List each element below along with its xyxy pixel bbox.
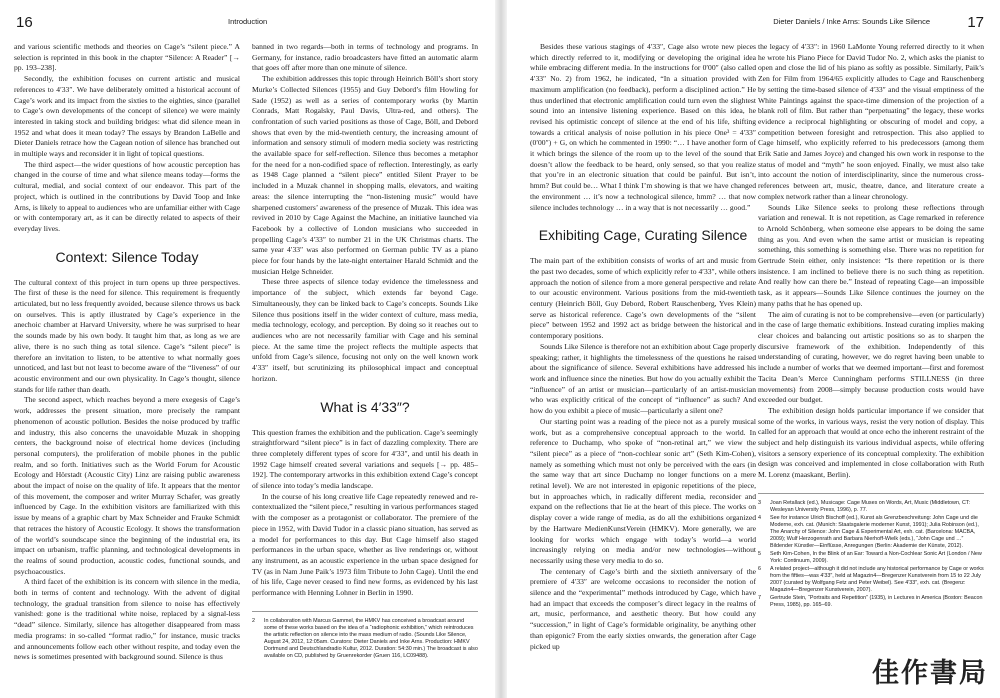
footnote-text: A related project—although it did not include any historical performance by Cage or works from the fifties—was 4′33″, held at Magazin4—Bregenzer Kunstverein from 15 to 22 July 2007 (curated by Wolfgang Fetz and Peter Weibel). See 4′33″, exh. cat. (Bregenz: Magazin4—Bregenzer Kunstverein, 2007). — [770, 565, 984, 593]
section-heading: Exhibiting Cage, Curating Silence — [538, 227, 748, 244]
footnote-number: 4 — [758, 514, 761, 521]
footnote-text: In collaboration with Marcus Gammel, the HMKV has conceived a broadcast around some of these works based on the idea of a “radiophonic exhibition,” which reintroduces the artistic reflection on silence into the mass medium of radio. (Sounds Like Silence, August 24, 2012, 12:05am. Curators: Dieter Daniels and Inke Arns. Production: HMKV Dortmund and Deutschlandradio Kultur, 2012. Duration: 54:30 min.) The broadcast is also available on CD, published by Gruenrekorder (Gruen 116, LC09488). — [264, 617, 478, 659]
paragraph: banned in two regards—both in terms of technology and programs. In Germany, for instance, radio broadcasters have fitted an automatic alarm that goes off after more than one minute of silence. — [252, 42, 478, 73]
page-number: 16 — [16, 14, 33, 31]
paragraph: The exhibition design holds particular importance if we consider that some of the works, in various ways, resist the very notion of display. This called for an approach that would at once echo the inherent restraint of the subject and help distinguish its various individual aspects, while offering visitors a sensory experience of its conceptual complexity. The exhibition design was conceived and implemented in close collaboration with Ruth M. Lorenz (maaskant, Berlin). — [758, 405, 984, 480]
paragraph: Our starting point was a reading of the piece not as a purely musical work, but as a comprehensive conceptual approach to the world. In reference to Duchamp, who spoke of “non-retinal art,” we view the “silent piece” as a piece of “non-cochlear sonic art” (Seth Kim-Cohen), namely as something which must not only be perceived with the ears (in the same way that art since Duchamp no longer functions on a mere retinal level). We are not interested in epigonic repetitions of the piece, but in approaches which, in radically different media, reconsider and expand on the reflections that lie at the heart of this piece. The works on display cover a wide range of media, as do all the exhibitions organized by the Hartware MedienKunstVerein (HMKV). More generally, we are looking for works which engage with today’s world—a world increasingly relying on media and/or new technologies—without necessarily using these very media to do so. — [530, 416, 756, 565]
section-heading: Context: Silence Today — [55, 248, 199, 265]
footnote — [758, 515, 984, 550]
running-head: Introduction — [228, 17, 268, 26]
paragraph: The exhibition addresses this topic through Heinrich Böll’s short story Murke’s Collected Silences (1955) and Guy Debord’s film Howling for Sade (1952) as well as a series of contemporary works (by Martin Conrads, Matt Rogalsky, Paul Davis, Ultra-red, and others). The confrontation of such varied positions as those of Cage, Böll, and Debord shows that even by the mid-twentieth century, the increasing amount of information and sensory stimuli of modern media society was restricting the available space for self-reflection. Silence thus becomes a metaphor for the need for a non-codified space of reflection. Interestingly, as early as 1948 Cage planned a “silent piece” entitled Silent Prayer to be included in a Muzak channel in shopping malls, elevators, and waiting areas: the silence interrupting the “non-listening music” would have sharpened customers’ awareness of the presence of Muzak. This idea was revived in 2010 by Cage Against the Machine, an initiative launched via Facebook by a collective of London musicians who succeeded in propelling Cage’s 4′33″ to number 21 in the UK Christmas charts. The same year 4′33″ was also performed on German public TV as a piano piece for four hands by the late-night entertainer Harald Schmidt and the musician Helge Schneider. — [252, 74, 478, 276]
text-column — [530, 42, 756, 652]
paragraph: This question frames the exhibition and the publication. Cage’s seemingly straightforward “silent piece” is in fact of dazzling complexity. There are three completely different types of score for 4′33″, and until his death in 1992 Cage himself created several variations and sequels [→ pp. 485–192]. The contemporary artworks in this exhibition extend Cage’s concept of silence into today’s media landscape. — [252, 427, 478, 491]
watermark-logo: 佳作書局 — [872, 658, 988, 689]
text-column — [758, 42, 984, 610]
paragraph: A third facet of the exhibition is its concern with silence in the media, both in terms of content and technology. With the advent of digital technology, the gradual transition from silence to noise has effectively vanished: gone is the traditional white noise, replaced by a signal-less “dead” silence. Similarly, silence has altogether disappeared from mass media programs: in so-called “format radio,” for instance, music tracks and announcements follow each other without respite, and today even the news is sometimes presented with background sound. Silence is thus — [14, 577, 240, 662]
left-page — [14, 0, 494, 698]
footnote-text: Gertrude Stein, “Portraits and Repetition” (1935), in Lectures in America (Boston: Beacon Press, 1985), pp. 165–69. — [770, 594, 983, 608]
section-heading: What is 4′33″? — [320, 398, 410, 415]
paragraph: Sounds Like Silence seeks to prolong these reflections through variation and renewal. It is not repetition, as Cage remarked in reference to Arnold Schönberg, when someone else appears to be doing the same thing as you. And even when the same artist or musician is repeating something, this something is something else. There was no repetition for Gertrude Stein either, only insistence: “Is there repetition or is there insistence. I am inclined to believe there is no such thing as repetition. And really how can there be.” Instead of repeating Cage—an impossible task, as it appears—Sounds Like Silence continues the journey on the many paths that he has opened up. — [758, 202, 984, 308]
paragraph: Secondly, the exhibition focuses on current artistic and musical references to 4′33″. We have deliberately omitted a historical account of Cage’s work and its impact from the sixties to the eighties, since (parallel to Cage’s own developments of the concept of silence) we were mainly interested in taking stock and building bridges: what did silence mean in 1952 and what does it mean today? The essays by Brandon LaBelle and Dieter Daniels retrace how the Cagean notion of silence has branched out in multiple ways and reconsider it in light of topical questions. — [14, 74, 240, 159]
paragraph: These three aspects of silence today evidence the timelessness and importance of the subject, which extends far beyond Cage. Simultaneously, they can be linked back to Cage’s concepts. Sounds Like Silence thus positions itself in the wider context of culture, mass media, media technology, ecology, and perception. By doing so it reaches out to audiences who are not necessarily familiar with Cage and his seminal piece. At the same time the project reflects the multiple aspects that unfold from Cage’s silence, focusing not only on the well known work 4′33″ itself, but scrutinizing its philosophical impact and conceptual horizon. — [252, 277, 478, 383]
footnote-text: Joan Retallack (ed.), Musicage: Cage Muses on Words, Art, Music (Middletown, CT: Wesleyan University Press, 1996), p. 77. — [770, 499, 971, 513]
footnotes — [758, 493, 984, 609]
paragraph: The third aspect—the wider questions of how acoustic perception has changed in the course of time and what silence means today—forms the cultural, medial, and social context of our endeavor. This part of the project, which is outlined in the contributions by David Toop and Inke Arns, is likely to appeal to audiences who are unfamiliar either with Cage or with contemporary art, as it can be directly related to aspects of their everyday lives. — [14, 159, 240, 233]
footnote-number: 7 — [758, 594, 761, 601]
footnote-text: Seth Kim-Cohen, In the Blink of an Ear: Toward a Non-Cochlear Sonic Art (London / New York: Continuum, 2009). — [770, 550, 982, 564]
footnote — [252, 618, 478, 660]
paragraph: The second aspect, which reaches beyond a mere exegesis of Cage’s work, addresses the present situation, more precisely the rampant phenomenon of acoustic pollution. Besides the noise produced by traffic and industry, this also concerns the unavoidable Muzak in shopping centers, the background noise of electrical home devices (including personal computers), the proliferation of mobile phones in the public realm, and so forth. Initiatives such as the World Forum for Acoustic Ecology and Hörstadt (Acoustic City) Linz are raising public awareness about the impact of noise on the quality of life. It appears that the mentor of this movement, the composer and writer Murray Schafer, was greatly influenced by Cage. In the exhibition visitors are familiarized with this issue by means of a graphic chart by Max Schneider and Frauke Schmidt that retraces the history of Acoustic Ecology. It shows the transformation of the world’s soundscape since the beginning of the industrial era, its impact on urbanism, traffic planning, and technological developments in the realms of sound production, acoustic codes, functional sounds, and psychoacoustics. — [14, 395, 240, 576]
paragraph: In the course of his long creative life Cage repeatedly renewed and re-contextualized the “silent piece,” resulting in various performances staged with the composer as a protagonist or collaborator. The premiere of the piece in 1952, with David Tudor in a classic piano situation, has served as a model for performances to this day. But Cage himself also staged performances in the urban space, whether as live renderings or, without any instrument, as an acoustic experience in the urban space designed for TV (as in Nam June Paik’s 1973 film Tribute to John Cage). Until the end of his life, Cage never ceased to find new forms, as evidenced by his last performance with Henning Lohner in Berlin in 1990. — [252, 491, 478, 598]
footnote — [758, 551, 984, 565]
footnote-number: 6 — [758, 565, 761, 572]
footnotes — [252, 611, 478, 660]
paragraph: The centenary of Cage’s birth and the sixtieth anniversary of the premiere of 4′33″ are welcome occasions to reconsider the notion of silence and the “experimental” methods introduced by Cage, which have had an impact that exceeds the composer’s direct legacy in the realms of art, music, performance, and aesthetic theory. But how could any “succession,” in light of Cage’s formidable originality, be anything other than epigonic? From the early sixties onwards, the generation after Cage picked up — [530, 566, 756, 651]
paragraph: The cultural context of this project in turn opens up three perspectives. The first of these is the need for silence. This requirement is frequently articulated, but no less frequently avoided, because silence throws us back on ourselves. This is aptly illustrated by Cage’s experience in the anechoic chamber at Harvard University, where he was surprised to hear the sounds made by his own body. It taught him that, as long as we are alive, there is no such thing as total silence. Cage’s “silent piece” is therefore an invitation to listen, to be attentive to what normally goes unnoticed, and last but not least to become aware of the “liveness” of our acoustic environment and our own physicality. In Cage’s thought, silence stands for life rather than death. — [14, 277, 240, 394]
paragraph: The aim of curating is not to be comprehensive—even (or particularly) in the case of large thematic exhibitions. Instead curating implies making clear choices and balancing out artistic positions so as to sharpen the discursive framework of the exhibition. Independently of this understanding of curating, however, we do regret having been unable to include a number of works that we deemed important—first and foremost Tacita Dean’s Merce Cunningham performs STILLNESS (in three movements) from 2008—simply because production costs would have exceeded our budget. — [758, 309, 984, 405]
text-column — [14, 42, 240, 663]
footnote-number: 5 — [758, 550, 761, 557]
footnote — [758, 500, 984, 514]
footnote — [758, 595, 984, 609]
book-gutter — [495, 0, 507, 698]
right-page — [510, 0, 990, 698]
footnote-number: 3 — [758, 499, 761, 506]
paragraph: and various scientific methods and theories on Cage’s “silent piece.” A selection is reprinted in this book in the chapter “Silence: A Reader” [→ pp. 193–238]. — [14, 42, 240, 73]
page-number: 17 — [967, 14, 984, 31]
running-head: Dieter Daniels / Inke Arns: Sounds Like Silence — [773, 17, 930, 26]
paragraph: The main part of the exhibition consists of works of art and music from the past two decades, some of which explicitly refer to 4′33″, while others approach the notion of silence from a more general perspective and relate to our acoustic environment. Various positions from the mid-twentieth century (Heinrich Böll, Guy Debord, Robert Rauschenberg, Yves Klein) serve as historical reference. Cage’s own developments of the “silent piece” between 1952 and 1992 act as bridge between the historical and contemporary positions. — [530, 256, 756, 341]
paragraph: the legacy of 4′33″: in 1960 LaMonte Young referred directly to it when he wrote his Piano Piece for David Tudor No. 2, which asks the pianist to open and close the lid of his piano as softly as possible. Similarly, Paik’s Zen for Film from 1964/65 explicitly alludes to Cage and Rauschenberg by setting the time-based silence of 4′33″ and the visual emptiness of the White Paintings against the space-time dimension of the projection of a blank roll of film. But rather than “perpetuating” the legacy, these works evidence a reciprocal highlighting or obscuring of model and copy, a competition between foresight and retrospection. This also applied to Cage himself, who explicitly referred to his predecessors (among them Erik Satie and James Joyce) and changed his own work in response to the status of model and “myth” he soon enjoyed. Finally, we must also take into account the notion of interdisciplinarity, since the numerous cross-references between art, music, theatre, dance, and literature create a complex network rather than a linear chronology. — [758, 42, 984, 201]
text-column — [252, 42, 478, 661]
footnote — [758, 566, 984, 594]
paragraph: Besides these various stagings of 4′33″, Cage also wrote new pieces which directly referred to it, modifying or developing the original idea while embracing different media. In the instructions for 0′00″ (also called 4′33″ No. 2) from 1962, he indicated, “In a situation provided with maximum amplification (no feedback), perform a disciplined action.” He thus underlined that electronic amplification could turn even the slightest sound into an intensive listening experience. Based on this idea, he revised his optimistic concept of silence at the end of his life, shifting towards a critical analysis of noise pollution in his piece One³ = 4′33″ (0′00″) + G, on which he commented in 1990: “… I have another form of it which brings the silence of the room up to the level of the sound that doesn’t allow the feedback to be heard, only sensed, so that you realize that you’re in an electronic situation that could be painful. But isn’t, hmm? But could be… What I think I’m showing is that we have changed the environment … it’s now a technological silence, hmm? … that now silence includes technology … in a way that is not necessarily … good.” — [530, 42, 756, 212]
paragraph: Sounds Like Silence is therefore not an exhibition about Cage properly speaking; rather, it highlights the timelessness of the questions he raised about the significance of silence. Several exhibitions have addressed his work and influence since the nineties. But how do you actually exhibit the “influence” of an artist or musician—particularly of an artist-musician who was explicitly critical of the concept of “influence” as such? And how do you exhibit a piece of music—particularly a silent one? — [530, 341, 756, 416]
footnote-number: 2 — [252, 617, 255, 624]
footnote-text: See for instance Ulrich Bischoff (ed.), Kunst als Grenzbeschreitung: John Cage und die Moderne, exh. cat. (Munich: Staatsgalerie moderner Kunst, 1991); Julia Robinson (ed.), The Anarchy of Silence: John Cage & Experimental Art, exh. cat. (Barcelona: MACBA, 2009); Wulf Herzogenrath and Barbara Nierhoff-Wielk (eds.), “John Cage und …” Bildender Künstler—Einflüsse, Anregungen (Berlin: Akademie der Künste, 2012). — [770, 514, 979, 549]
